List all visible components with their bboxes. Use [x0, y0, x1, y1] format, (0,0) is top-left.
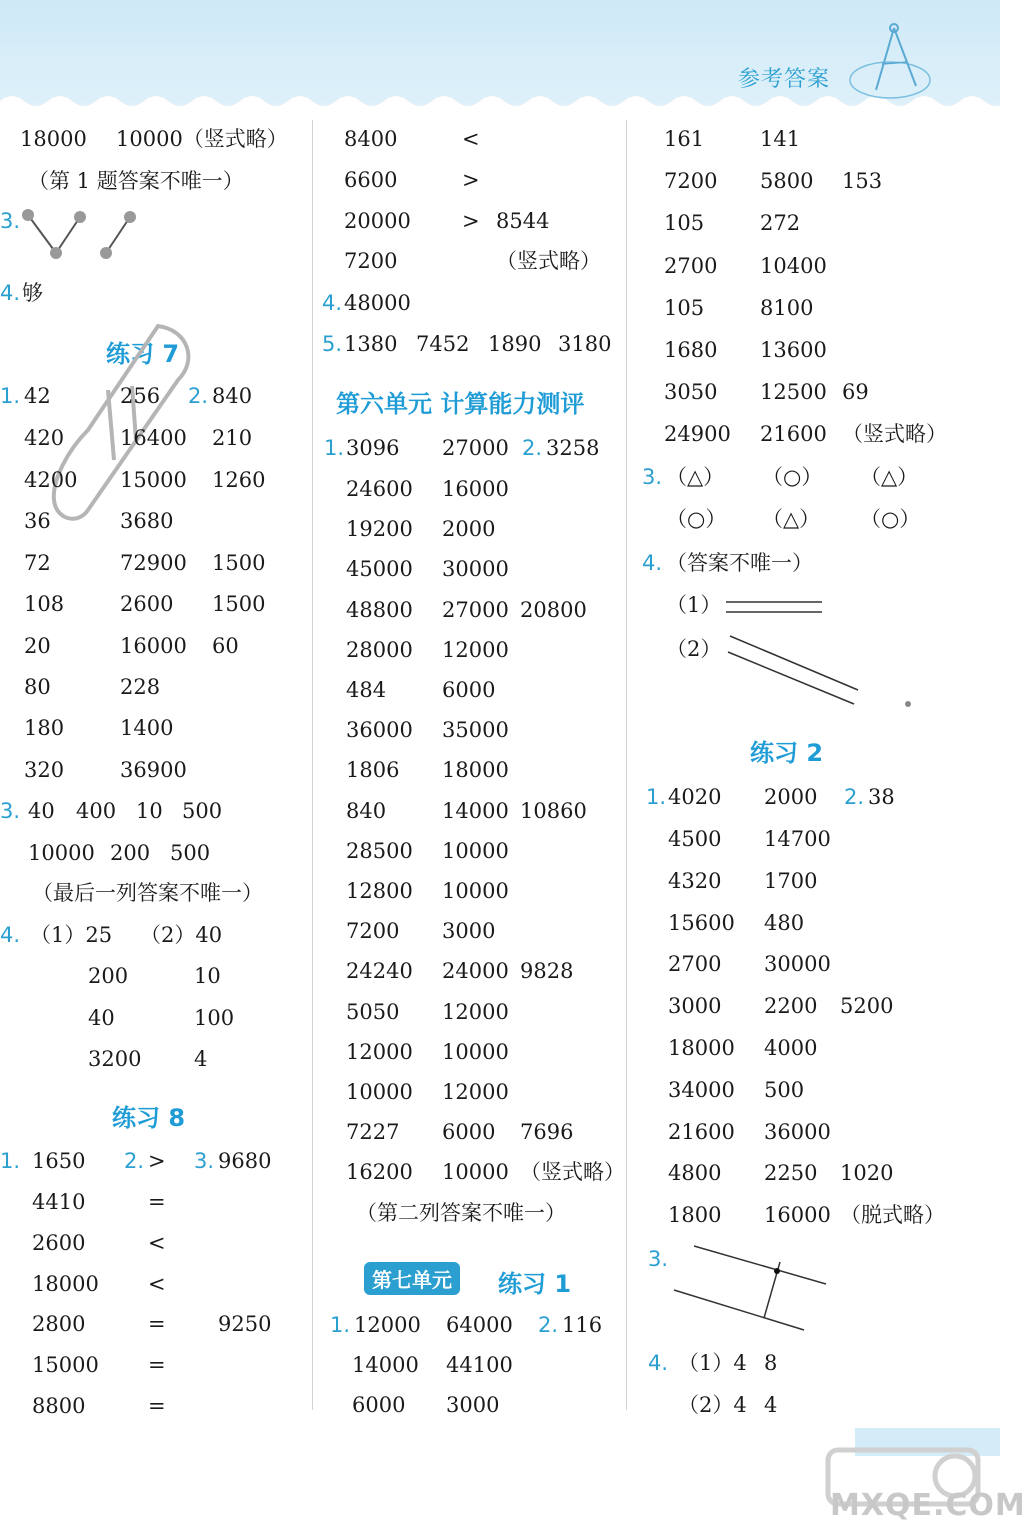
answer-value: 2600: [120, 592, 174, 616]
answer-value: （竖式略）: [842, 422, 947, 447]
answer-value: 28500: [346, 838, 413, 863]
answer-value: 1020: [840, 1161, 894, 1186]
answer-value: 5050: [346, 999, 400, 1024]
answer-value: >: [462, 167, 480, 192]
section-title: 练习 8: [112, 1104, 186, 1132]
answer-value: 16000: [442, 477, 509, 501]
answer-value: 153: [842, 169, 883, 194]
answer-value: 34000: [668, 1077, 735, 1102]
answer-value: 24240: [346, 959, 413, 984]
answer-value: 2800: [32, 1312, 86, 1337]
answer-value: 72900: [120, 551, 187, 575]
answer-value: 20000: [344, 208, 411, 233]
answer-value: 36000: [764, 1119, 831, 1144]
answer-value: 48800: [346, 597, 413, 622]
answer-value: 18000: [668, 1036, 735, 1060]
answer-value: 14000: [352, 1353, 419, 1377]
answer-value: 24600: [346, 477, 413, 501]
answer-value: 15000: [120, 468, 187, 492]
answer-value: 2700: [664, 253, 718, 278]
answer-value: 3200: [88, 1047, 142, 1071]
answer-value: 7200: [344, 249, 398, 274]
answer-value: 320: [24, 758, 65, 782]
connect-lines-diagram: [18, 205, 138, 261]
answer-value: 60: [212, 634, 239, 658]
answer-value: 15600: [668, 910, 735, 935]
answer-value: 500: [764, 1077, 805, 1102]
answer-value: 24900: [664, 422, 731, 447]
answer-value: （脱式略）: [840, 1203, 945, 1228]
answer-value: 3000: [446, 1393, 500, 1417]
answer-value: 484: [346, 678, 387, 702]
answer-value: 2000: [442, 517, 496, 542]
answer-value: 16000: [764, 1203, 831, 1228]
perpendicular-diagram: [668, 1238, 838, 1338]
answer-value: 4410: [32, 1190, 86, 1214]
answer-value: =: [148, 1353, 166, 1378]
answer-value: =: [148, 1190, 166, 1214]
answer-value: 100: [194, 1006, 235, 1030]
page-header: [0, 0, 1000, 112]
answer-value: 2.: [188, 384, 209, 408]
answer-value: 3680: [120, 509, 174, 533]
answer-value: 1.: [0, 384, 21, 408]
answer-value: 18000: [32, 1271, 99, 1296]
answer-value: 4200: [24, 468, 78, 492]
answer-value: 14000: [442, 798, 509, 823]
answer-value: 2200: [764, 994, 818, 1019]
answer-value: 2250: [764, 1161, 818, 1186]
answer-value: 10000: [442, 838, 509, 863]
answer-value: 4500: [668, 827, 722, 851]
answer-value: 4: [194, 1047, 208, 1071]
answer-value: 12000: [442, 999, 509, 1024]
header-title: 参考答案: [738, 67, 831, 92]
answer-value: 21600: [668, 1119, 735, 1144]
answer-value: 3050: [664, 380, 718, 405]
answer-value: 200: [88, 964, 129, 988]
answer-value: 27000: [442, 597, 509, 622]
answer-value: 420: [24, 426, 65, 450]
answer-value: 10000: [442, 1039, 509, 1064]
answer-value: 36000: [346, 718, 413, 743]
answer-value: 1500: [212, 551, 266, 575]
answer-value: 21600: [760, 422, 827, 447]
answer-value: 80: [24, 675, 51, 699]
answer-value: 7696: [520, 1120, 574, 1145]
answer-value: 10000: [442, 1160, 509, 1185]
answer-value: 5800: [760, 169, 814, 194]
answer-value: 8100: [760, 295, 814, 320]
answer-value: 1806: [346, 758, 400, 783]
answer-value: 24000: [442, 959, 509, 984]
section-title: 练习 2: [750, 739, 824, 767]
parallel-lines-2: [726, 630, 926, 710]
answer-value: 14700: [764, 827, 831, 851]
answer-value: 6000: [442, 678, 496, 702]
section-title: 练习 7: [106, 340, 180, 368]
answer-value: <: [462, 127, 480, 151]
answer-value: <: [148, 1271, 166, 1296]
answer-value: 16200: [346, 1160, 413, 1185]
answer-value: 10000: [442, 879, 509, 903]
answer-value: 12500: [760, 380, 827, 405]
answer-value: 6000: [442, 1120, 496, 1145]
answer-value: 228: [120, 675, 161, 699]
answer-value: 15000: [32, 1353, 99, 1378]
answer-value: 30000: [442, 557, 509, 582]
answer-value: 480: [764, 910, 805, 935]
answer-value: 4800: [668, 1161, 722, 1186]
answer-value: 10860: [520, 798, 587, 823]
watermark-text: MXQE.COM: [830, 1488, 1026, 1523]
answer-value: 36: [24, 509, 51, 533]
answer-value: 6000: [352, 1393, 406, 1417]
answer-value: 44100: [446, 1353, 513, 1377]
answer-value: 9250: [218, 1312, 272, 1337]
column-divider: [312, 120, 313, 1410]
answer-value: 7200: [346, 919, 400, 944]
answer-value: >: [462, 208, 480, 233]
answer-value: 6600: [344, 167, 398, 192]
answer-value: 1500: [212, 592, 266, 616]
answer-value: 1260: [212, 468, 266, 492]
answer-value: 8800: [32, 1394, 86, 1418]
answer-value: 1700: [764, 868, 818, 893]
answer-value: 16000: [120, 634, 187, 658]
unit-7-badge: 第七单元: [364, 1262, 460, 1295]
answer-value: 20: [24, 634, 51, 658]
answer-value: 30000: [764, 952, 831, 977]
answer-value: 28000: [346, 637, 413, 662]
column-divider: [626, 120, 627, 1410]
answer-value: 9828: [520, 959, 574, 984]
answer-value: 210: [212, 426, 253, 450]
answer-value: 12000: [442, 1080, 509, 1104]
answer-value: 19200: [346, 517, 413, 542]
answer-value: 12000: [442, 637, 509, 662]
answer-value: 108: [24, 592, 65, 616]
answer-value: 12800: [346, 879, 413, 903]
answer-value: 18000: [442, 758, 509, 783]
answer-value: 180: [24, 716, 65, 740]
answer-value: 7200: [664, 169, 718, 194]
answer-value: =: [148, 1394, 166, 1418]
answer-value: 40: [88, 1006, 115, 1030]
answer-value: 272: [760, 211, 801, 236]
answer-value: 7227: [346, 1120, 400, 1145]
answer-value: 2700: [668, 952, 722, 977]
answer-value: 8400: [344, 127, 398, 151]
answer-value: 10: [194, 964, 221, 988]
answer-value: 141: [760, 127, 801, 151]
answer-value: 2600: [32, 1230, 86, 1255]
answer-value: 1400: [120, 716, 174, 740]
answer-value: 1800: [668, 1203, 722, 1228]
answer-value: 105: [664, 295, 705, 320]
answer-value: 35000: [442, 718, 509, 743]
answer-value: 840: [346, 798, 387, 823]
answer-value: 3000: [442, 919, 496, 944]
answer-value: 105: [664, 211, 705, 236]
answer-value: <: [148, 1230, 166, 1255]
answer-value: 69: [842, 380, 869, 405]
answer-value: （竖式略）: [520, 1160, 625, 1185]
answer-value: 13600: [760, 338, 827, 362]
answer-value: 10400: [760, 253, 827, 278]
answer-value: 10000: [346, 1080, 413, 1104]
answer-value: 256: [120, 384, 161, 408]
answer-value: 45000: [346, 557, 413, 582]
answer-value: 5200: [840, 994, 894, 1019]
answer-value: 4320: [668, 868, 722, 893]
answer-value: 16400: [120, 426, 187, 450]
answer-value: 3000: [668, 994, 722, 1019]
answer-value: =: [148, 1312, 166, 1337]
answer-value: 1680: [664, 338, 718, 362]
answer-value: 72: [24, 551, 51, 575]
compass-icon: [846, 20, 936, 102]
answer-value: 12000: [346, 1039, 413, 1064]
answer-value: 840: [212, 384, 253, 408]
section-title: 练习 1: [498, 1270, 572, 1298]
answer-value: 42: [24, 384, 51, 408]
answer-value: 4000: [764, 1036, 818, 1060]
answer-value: （竖式略）: [496, 249, 601, 274]
section-title: 第六单元 计算能力测评: [336, 390, 585, 418]
answer-value: 36900: [120, 758, 187, 782]
answer-value: 20800: [520, 597, 587, 622]
answer-value: 8544: [496, 208, 550, 233]
answer-value: 161: [664, 127, 705, 151]
parallel-lines-1: [726, 596, 826, 620]
